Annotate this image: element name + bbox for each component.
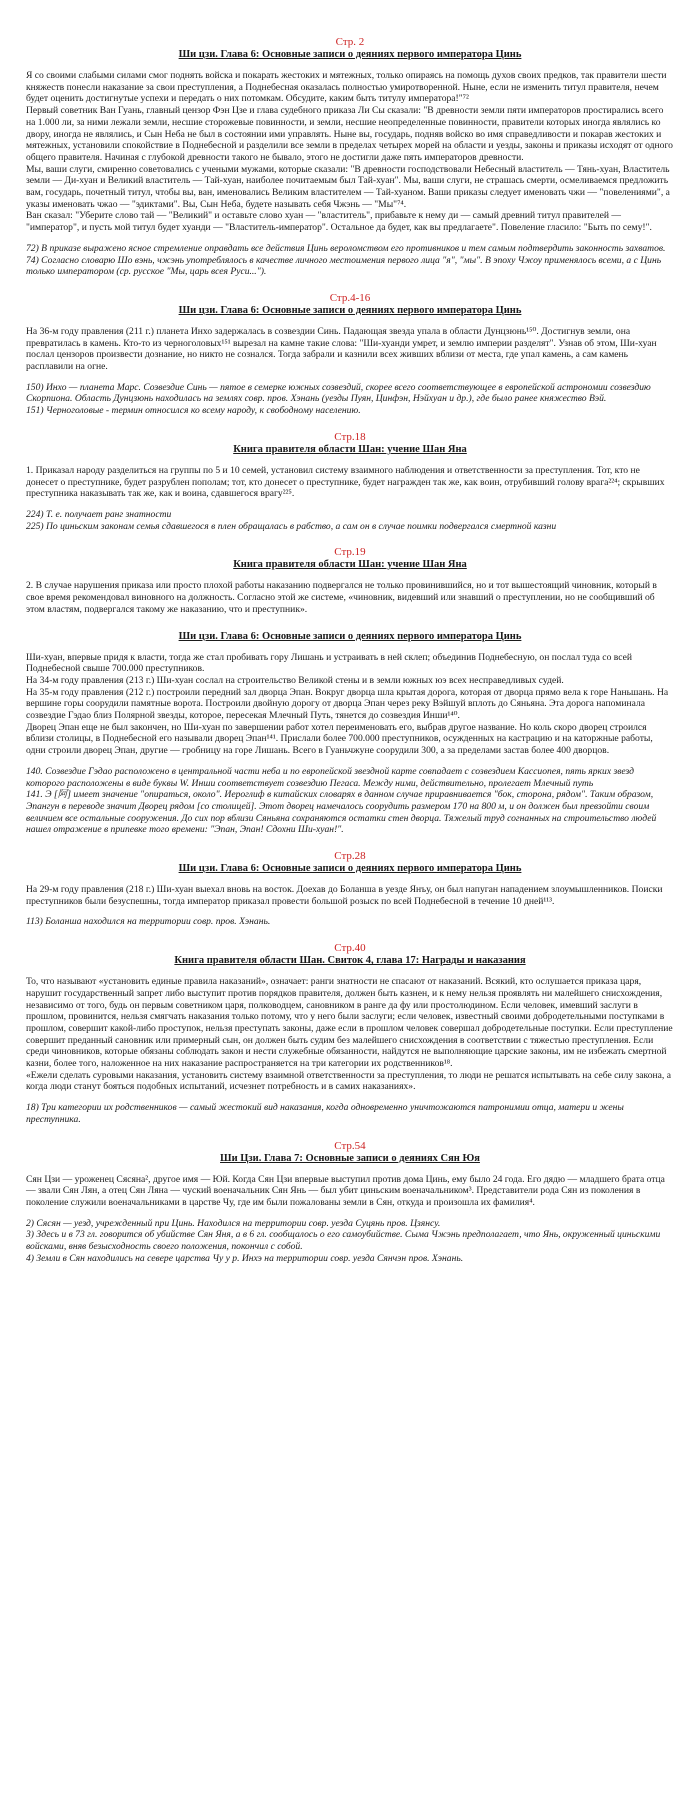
- section-page-4-16: [26, 292, 674, 417]
- section-title: Ши цзи. Глава 6: Основные записи о деяниях первого императора Цинь: [178, 630, 522, 642]
- page-reference: Стр. 2: [335, 36, 365, 48]
- paragraph: На 34-м году правления (213 г.) Ши-хуан сослал на строительство Великой стены и в земли южных юэ всех несправедливых судей.: [26, 674, 564, 686]
- paragraph: Ши-хуан, впервые придя к власти, тогда же стал пробивать гору Лишань и устраивать в ней склеп; объединив Поднебесную, он послал туда со всей Поднебесной свыше 700.000 преступников.: [26, 651, 633, 675]
- section-title: Книга правителя области Шан: учение Шан Яна: [233, 559, 467, 571]
- page-reference: Стр.18: [334, 430, 366, 443]
- footnote: 151) Черноголовые - термин относился ко всему народу, к свободному населению.: [26, 405, 361, 417]
- section-title: Ши Цзи. Глава 7: Основные записи о деяниях Сян Юя: [220, 1152, 480, 1164]
- paragraph: Дворец Эпан еще не был закончен, но Ши-хуан по завершении работ хотел переименовать его, выбрав другое название. Но коль скоро дворец строился вблизи столицы, в Поднебесной его называли дворец Эпан¹⁴¹. Прислали более 700.000 преступников, осужденных на кастрацию и на каторжные работы, одни строили дворец Эпан, другие — гробницу на горе Лишань. Всего в Гуаньчжуне соорудили 300, а за пределами застав более 400 дворцов.: [26, 721, 653, 757]
- footnote: 113) Боланша находился на территории совр. пров. Хэнань.: [26, 916, 271, 928]
- footnote: 4) Земли в Сян находились на севере царства Чу у р. Инхэ на территории совр. уезда Сянчэн пров. Хэнань.: [26, 1252, 464, 1264]
- paragraph: Мы, ваши слуги, смиренно советовались с учеными мужами, которые сказали: "В древности господствовали Небесный властитель — Тянь-хуан, Властитель земли — Ди-хуан и Великий властитель — Тай-хуан, наиболее почитаемым был Тай-хуан". Мы, ваши слуги, не страшась смерти, осмеливаемся предложить вам, государь, почетный титул, чтобы вы, ван, именовались Великим властителем — Тай-хуаном. Ваши приказы следует именовать чжи — "повелениями", а указы именовать чжао — "эдиктами". Вы, Сын Неба, будете называть себя Чжэнь — "Мы"⁷⁴.: [26, 163, 670, 210]
- section-title: Книга правителя области Шан. Свиток 4, глава 17: Награды и наказания: [174, 955, 526, 967]
- footnote: 2) Сясян — уезд, учрежденный при Цинь. Находился на территории совр. уезда Суцянь пров. Цзянсу.: [26, 1217, 441, 1229]
- section-title: Ши цзи. Глава 6: Основные записи о деяниях первого императора Цинь: [178, 863, 522, 875]
- footnote: 74) Согласно словарю Шо вэнь, чжэнь употреблялось в качестве личного местоимения первого лица "я", "мы". В эпоху Чжоу применялось всеми, а с Цинь только императором (ср. русское "Мы, царь всея Руси...").: [26, 254, 662, 278]
- section-page-18: [26, 431, 674, 533]
- section-page-2: [26, 36, 674, 278]
- section-page-54: [26, 1140, 674, 1265]
- page-reference: Стр.28: [334, 850, 366, 863]
- paragraph: 2. В случае нарушения приказа или просто плохой работы наказанию подвергался не только провинившийся, но и тот вышестоящий чиновник, который в свое время рекомендовал виновного на должность. Согласно этой же системе, «чиновник, видевший или знавший о преступлении, но не сообщивший об этом властям, подвергался такому же наказанию, что и преступник».: [26, 580, 657, 615]
- section-title: Ши цзи. Глава 6: Основные записи о деяниях первого императора Цинь: [178, 49, 522, 60]
- footnote: 141. Э [阿] имеет значение "опираться, около". Иероглиф в китайских словарях в данном случае приравнивается "бок, сторона, рядом". Таким образом, Эпангун в переводе значит Дворец рядом [со столицей]. Этот дворец намечалось соорудить размером 170 на 800 м, и он должен был превзойти своим величием все остальные сооружения. До сих пор вблизи Сяньяна сохраняются остатки стен дворца. Тяжелый труд согнанных на строительство людей нашел отражение в припевке того времени: "Эпан, Эпан! Сдохни Ши-хуан!".: [26, 789, 657, 836]
- paragraph: Сян Цзи — уроженец Сясяна², другое имя — Юй. Когда Сян Цзи впервые выступил против дома Цинь, ему было 24 года. Его дядю — младшего брата отца — звали Сян Лян, а отец Сян Ляна — чуский военачальник Сян Янь — был убит циньским военачальником³. Представители рода Сян из поколения в поколение служили военачальниками в царстве Чу, где им были пожалованы земли в Сян, откуда и произошла их фамилия⁴.: [26, 1173, 665, 1208]
- section-title: Книга правителя области Шан: учение Шан Яна: [233, 443, 467, 455]
- paragraph: Я со своими слабыми силами смог поднять войска и покарать жестоких и мятежных, только опираясь на помощь духов своих предков, так правители шести княжеств понесли наказание за свои преступления, а Поднебесная оказалась полностью умиротворенной. Ныне, если не изменить титул правителя, нечем будет оценить достигнутые успехи и передать о них потомкам. Обсудите, каким быть титулу императора!"⁷²: [26, 70, 667, 105]
- section-page-40: [26, 942, 674, 1125]
- section-untitled-page: [26, 630, 674, 837]
- page-reference: Стр.54: [334, 1139, 366, 1152]
- paragraph: На 35-м году правления (212 г.) построили передний зал дворца Эпан. Вокруг дворца шла крытая дорога, которая от дворца прямо вела к горе Наньшань. На вершине горы соорудили памятные ворота. Построили двойную дорогу от дворца Эпан через реку Вэйшуй вплоть до Сяньяна. Эта дорога напоминала созвездие Гэдао близ Полярной звезды, которое, пересекая Млечный Путь, тянется до созвездия Инши¹⁴⁰.: [26, 686, 669, 722]
- paragraph: Ван сказал: "Уберите слово тай — "Великий" и оставьте слово хуан — "властитель", прибавьте к нему ди — самый древний титул правителей — "император", и пусть мой титул будет хуанди — "Властитель-император". Остальное да будет, как вы предлагаете". Повеление гласило: "Быть по сему!".: [26, 210, 652, 234]
- paragraph: Первый советник Ван Гуань, главный цензор Фэн Цзе и глава судебного приказа Ли Сы сказали: "В древности земли пяти императоров простирались всего на 1.000 ли, за ними лежали земли, несшие сторожевые повинности, и земли, несшие неопределенные повинности, правители которых иногда являлись ко двору, иногда не являлись, и Сын Неба не был в состоянии ими управлять. Ныне вы, государь, подняв войско во имя справедливости и покарав жестоких и мятежных, установили спокойствие в Поднебесной и разделили все земли в пределах четырех морей на области и уезды, законы и приказы исходят от одного общего правителя. Начиная с глубокой древности такого не бывало, этого не достигли даже пять императоров древности.: [26, 105, 673, 163]
- footnote: 225) По циньским законам семья сдавшегося в плен обращалась в рабство, а сам он в случае поимки подвергался смертной казни: [26, 520, 557, 532]
- page-reference: Стр.40: [334, 942, 366, 955]
- section-page-28: [26, 850, 674, 928]
- page-reference: Стр.4-16: [329, 291, 371, 304]
- footnote: 140. Созвездие Гэдао расположено в центральной части неба и по европейской звездной карте совпадает с созвездием Кассиопея, пять ярких звезд которого расположены в виде буквы W. Инши соответствует созвездию Пегаса. Между ними, действительно, пролегает Млечный путь: [26, 765, 634, 789]
- paragraph: То, что называют «установить единые правила наказаний», означает: ранги знатности не спасают от наказаний. Всякий, кто ослушается приказа царя, нарушит государственный запрет либо выступит против порядков правителя, должен быть казнен, и к нему нельзя проявлять ни малейшего снисхождения, независимо от того, будь он первым советником царя, полководцем, сановником в ранге да фу или простолюдином. Если человек, имевший заслуги в прошлом, провинится, нельзя смягчать наказания только потому, что у него были заслуги; если человек, известный своими добродетельными поступками в прошлом, совершит какой-либо проступок, нельзя преступать законы, даже если в прошлом человек совершал добродетельные поступки. Если преступление совершит преданный сановник или примерный сын, он должен быть судим без малейшего снисхождения в соответствии с тяжестью преступления. Если среди чиновников, которые обязаны соблюдать закон и нести служебные обязанности, найдутся не выполняющие царские законы, им не избежать смертной казни, более того, наложенное на них наказание распространяется на три категории их родственников¹⁸.: [26, 976, 673, 1070]
- footnote: 3) Здесь и в 73 гл. говорится об убийстве Сян Яня, а в 6 гл. сообщалось о его самоубийстве. Сыма Чжэнь предполагает, что Янь, окруженный циньскими войсками, вняв безысходность своего положения, покончил с собой.: [26, 1229, 661, 1253]
- paragraph: 1. Приказал народу разделиться на группы по 5 и 10 семей, установил систему взаимного наблюдения и ответственности за преступления. Тот, кто не донесет о преступнике, будет разрублен пополам; тот, кто донесет о преступнике, будет награжден так же, как воин, отрубивший голову врага²²⁴; скрывших преступника наказывать так же, как и воина, сдавшегося врагу²²⁵.: [26, 464, 665, 500]
- quote-paragraph: «Ежели сделать суровыми наказания, установить систему взаимной ответственности за преступления, то люди не решатся испытывать на себе силу закона, а когда люди станут бояться подобных испытаний, исчезнет потребность и в самих наказаниях».: [26, 1069, 671, 1093]
- footnote: 72) В приказе выражено ясное стремление оправдать все действия Цинь вероломством его противников и тем самым подтвердить законность захватов.: [26, 242, 666, 254]
- paragraph: На 36-м году правления (211 г.) планета Инхо задержалась в созвездии Синь. Падающая звезда упала в области Дунцзюнь¹⁵⁰. Достигнув земли, она превратилась в камень. Кто-то из черноголовых¹⁵¹ вырезал на камне такие слова: "Ши-хуанди умрет, и землю империи разделят". Узнав об этом, Ши-хуан послал цензоров произвести дознание, но никто не сознался. Тогда забрали и казнили всех живших вблизи от места, где упал камень, а сам камень расплавили на огне.: [26, 325, 657, 373]
- footnote: 224) Т. е. получает ранг знатности: [26, 508, 172, 520]
- page-reference: Стр.19: [334, 546, 366, 559]
- section-title: Ши цзи. Глава 6: Основные записи о деяниях первого императора Цинь: [178, 304, 522, 316]
- section-page-19: [26, 546, 674, 615]
- footnote: 18) Три категории их родственников — самый жестокий вид наказания, когда одновременно уничтожаются патронимии отца, матери и жены преступника.: [26, 1102, 624, 1125]
- footnote: 150) Инхо — планета Марс. Созвездие Синь — пятое в семерке южных созвездий, скорее всего соответствующее в европейской астрономии созвездию Скорпиона. Область Дунцзюнь находилась на землях совр. пров. Хэнань (уезды Пуян, Цинфэн, Нэйхуан и др.), где было ранее княжество Вэй.: [26, 381, 651, 405]
- paragraph: На 29-м году правления (218 г.) Ши-хуан выехал вновь на восток. Доехав до Боланша в уезде Янъу, он был напуган нападением злоумышленников. Поиски преступников были безуспешны, тогда император приказал провести большой розыск по всей Поднебесной в течение 10 дней¹¹³.: [26, 884, 663, 907]
